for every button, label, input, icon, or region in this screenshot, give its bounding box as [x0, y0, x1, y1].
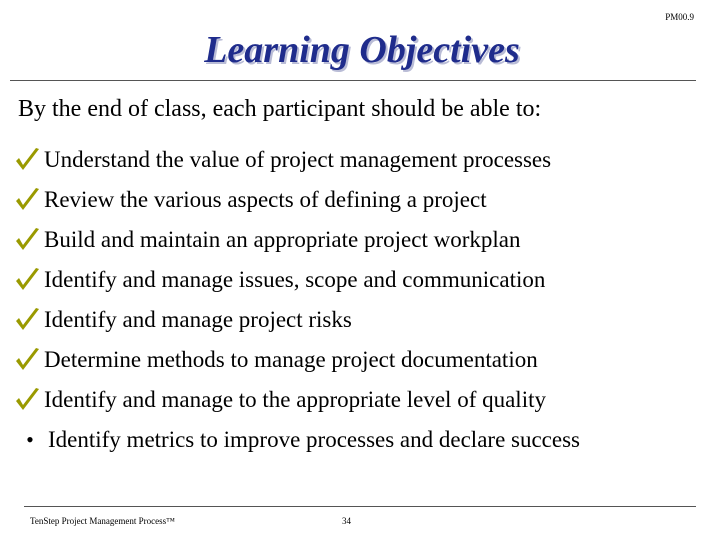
check-icon: [12, 225, 42, 255]
check-icon: [12, 305, 42, 335]
list-item: [12, 180, 580, 220]
check-icon: [12, 145, 42, 175]
slide-code: PM00.9: [665, 12, 694, 22]
intro-text: By the end of class, each participant should be able to:: [18, 96, 542, 122]
check-icon: [12, 345, 42, 375]
list-item-text: Understand the value of project management processes: [44, 147, 552, 172]
slide-title: [0, 28, 720, 72]
top-divider: [10, 80, 696, 81]
list-item: [12, 380, 580, 420]
list-item-text: Identify and manage issues, scope and communication: [44, 267, 546, 292]
list-item: [12, 420, 580, 460]
check-icon: [12, 265, 42, 295]
list-item-text: Identify metrics to improve processes and declare success: [48, 427, 580, 452]
objectives-list: [12, 140, 580, 460]
list-item-text: Determine methods to manage project documentation: [44, 347, 538, 372]
list-item: [12, 340, 580, 380]
list-item: [12, 260, 580, 300]
list-item: [12, 220, 580, 260]
page-number: 34: [342, 516, 351, 526]
bullet-marker: •: [26, 427, 34, 452]
slide-title-text: Learning Objectives: [204, 29, 520, 71]
list-item-text: Identify and manage project risks: [44, 307, 352, 332]
list-item: [12, 300, 580, 340]
list-item: [12, 140, 580, 180]
check-icon: [12, 185, 42, 215]
footer-text: TenStep Project Management Process™: [30, 516, 175, 526]
list-item-text: Identify and manage to the appropriate level of quality: [44, 387, 546, 412]
bottom-divider: [24, 506, 696, 507]
list-item-text: Review the various aspects of defining a project: [44, 187, 487, 212]
list-item-text: Build and maintain an appropriate project workplan: [44, 227, 521, 252]
check-icon: [12, 385, 42, 415]
